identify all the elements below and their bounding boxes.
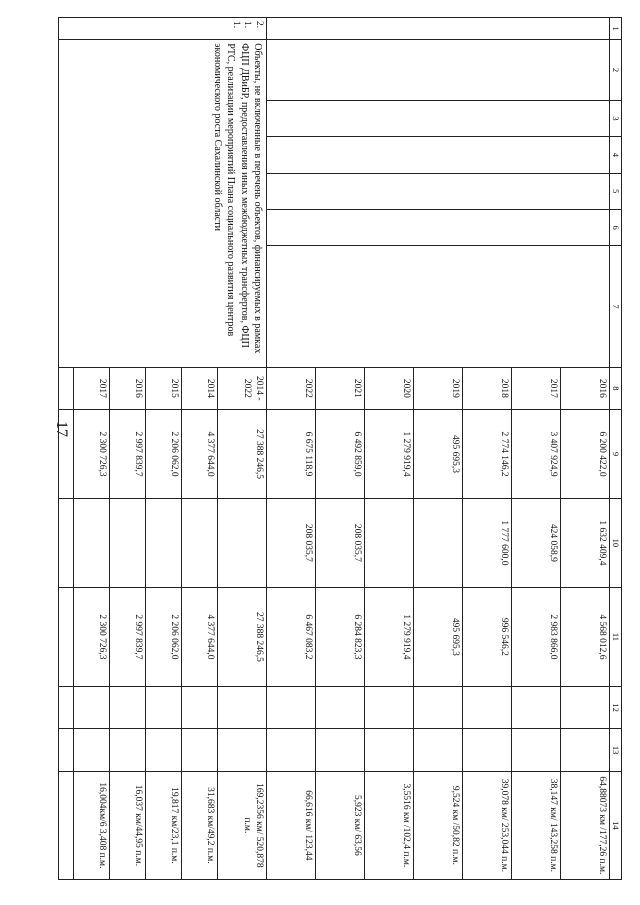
header-row (610, 18, 622, 880)
col11-cell: 495 695,3 (414, 587, 463, 686)
header-cell: 7 (610, 246, 622, 367)
length-cell: 39,078 км/ 253,044 п.м. (463, 771, 512, 879)
length-cell: 64,88073 км /177,26 п.м. (561, 771, 610, 879)
year-cell: 2015 (146, 367, 182, 409)
header-cell: 10 (610, 498, 622, 587)
col11-cell: 1 279 919,4 (365, 587, 414, 686)
header-cell: 2 (610, 40, 622, 101)
year-cell: 2020 (365, 367, 414, 409)
col10-cell: 208 035,7 (267, 498, 316, 587)
year-cell: 2017 (74, 367, 110, 409)
total-cell: 27 388 246,5 (218, 410, 267, 499)
col10-cell (146, 498, 182, 587)
col11-cell: 4 568 012,6 (561, 587, 610, 686)
length-cell: 66,616 км/ 123,44 (267, 771, 316, 879)
page-number: 17 (53, 421, 70, 437)
col10-cell: 1 632 409,4 (561, 498, 610, 587)
col10-cell (182, 498, 218, 587)
total-cell: 3 407 924,9 (512, 410, 561, 499)
header-cell: 12 (610, 686, 622, 728)
header-cell: 9 (610, 410, 622, 499)
header-cell: 1 (610, 18, 622, 40)
length-cell: 16,004км/6 3,408 п.м. (74, 771, 110, 879)
col11-cell: 6 284 823,3 (316, 587, 365, 686)
total-cell: 4 377 644,0 (182, 410, 218, 499)
length-cell: 16,037 км/44,95 п.м. (110, 771, 146, 879)
col10-cell (110, 498, 146, 587)
length-cell: 3,5516 км /102,4 п.м. (365, 771, 414, 879)
col10-cell (365, 498, 414, 587)
total-cell: 2 997 839,7 (110, 410, 146, 499)
year-cell: 2014 - 2022 (218, 367, 267, 409)
col11-cell: 6 467 083,2 (267, 587, 316, 686)
total-cell: 6 200 422,0 (561, 410, 610, 499)
header-cell: 8 (610, 367, 622, 409)
col10-cell: 1 777 600,0 (463, 498, 512, 587)
header-cell: 4 (610, 137, 622, 173)
year-cell: 2017 (512, 367, 561, 409)
year-cell: 2014 (182, 367, 218, 409)
total-cell: 2 774 146,2 (463, 410, 512, 499)
item-number: 2. 1. 1. (59, 18, 267, 40)
total-cell: 2 300 726,3 (74, 410, 110, 499)
total-cell: 6 675 118,9 (267, 410, 316, 499)
col11-cell: 2 983 866,0 (512, 587, 561, 686)
rotated-table-container (97, 17, 622, 880)
budget-table (58, 17, 622, 880)
table-row (218, 18, 267, 880)
length-cell: 9,524 км /50,82 п.м. (414, 771, 463, 879)
header-cell: 13 (610, 729, 622, 771)
total-cell: 2 206 062,0 (146, 410, 182, 499)
header-cell: 5 (610, 173, 622, 209)
year-cell: 2022 (267, 367, 316, 409)
table-row (561, 18, 610, 880)
col11-cell: 996 546,2 (463, 587, 512, 686)
header-cell: 11 (610, 587, 622, 686)
col11-cell: 2 206 062,0 (146, 587, 182, 686)
header-cell: 6 (610, 209, 622, 245)
year-cell: 2021 (316, 367, 365, 409)
year-cell: 2018 (463, 367, 512, 409)
total-cell: 1 279 919,4 (365, 410, 414, 499)
header-cell: 14 (610, 771, 622, 879)
total-cell: 495 695,3 (414, 410, 463, 499)
col11-cell: 2 997 839,7 (110, 587, 146, 686)
header-cell: 3 (610, 100, 622, 136)
col10-cell (414, 498, 463, 587)
length-cell: 31,683 км/49,2 п.м. (182, 771, 218, 879)
year-cell: 2016 (110, 367, 146, 409)
col11-cell: 27 388 246,5 (218, 587, 267, 686)
col11-cell: 4 377 644,0 (182, 587, 218, 686)
length-cell: 19,817 км/23,1 п.м. (146, 771, 182, 879)
total-cell: 6 492 859,0 (316, 410, 365, 499)
length-cell: 38,147 км/ 143,258 п.м. (512, 771, 561, 879)
year-cell: 2019 (414, 367, 463, 409)
col10-cell (74, 498, 110, 587)
col10-cell (218, 498, 267, 587)
col10-cell: 208 035,7 (316, 498, 365, 587)
year-cell: 2016 (561, 367, 610, 409)
length-cell: 5,923 км/ 63,56 (316, 771, 365, 879)
col10-cell: 424 058,9 (512, 498, 561, 587)
object-description: Объекты, не включенные в перечень объектов, финансируемых в рамках ФЦП ДВиБР, предоставления иных межбюджетных трансфертов, ФЦП РТС, реализации мероприятий Плана социального развития центров экономического роста Сахалинской области (59, 40, 267, 367)
length-cell: 169,2356 км/ 520,878 п.м. (218, 771, 267, 879)
col11-cell: 2 300 726,3 (74, 587, 110, 686)
